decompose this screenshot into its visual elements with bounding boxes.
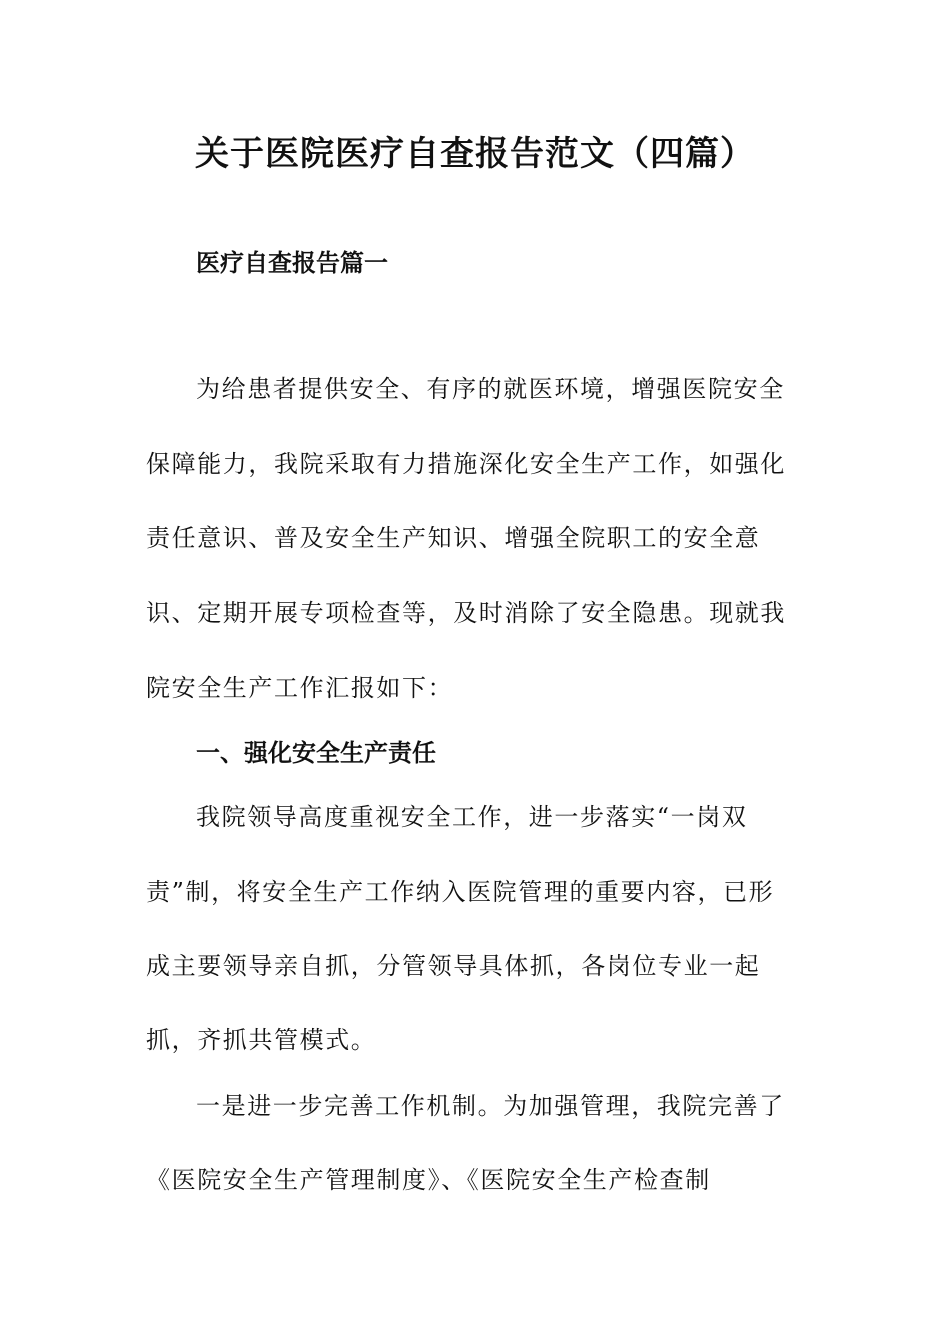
document-title: 关于医院医疗自查报告范文（四篇）	[195, 134, 755, 174]
paragraph-line: 识、定期开展专项检查等，及时消除了安全隐患。现就我	[146, 599, 786, 627]
paragraph-line: 为给患者提供安全、有序的就医环境，增强医院安全	[196, 375, 785, 403]
paragraph-line: 院安全生产工作汇报如下：	[146, 674, 454, 702]
paragraph-line: 责任意识、普及安全生产知识、增强全院职工的安全意	[146, 524, 761, 552]
paragraph-line: 成主要领导亲自抓，分管领导具体抓，各岗位专业一起	[146, 952, 761, 980]
paragraph-line: 保障能力，我院采取有力措施深化安全生产工作，如强化	[146, 450, 786, 478]
paragraph-line: 一是进一步完善工作机制。为加强管理，我院完善了	[196, 1092, 785, 1120]
paragraph-line: 我院领导高度重视安全工作，进一步落实“一岗双	[196, 803, 748, 831]
section-title: 医疗自查报告篇一	[196, 249, 388, 277]
paragraph-line: 责”制，将安全生产工作纳入医院管理的重要内容，已形	[146, 878, 775, 906]
paragraph-line: 《医院安全生产管理制度》、《医院安全生产检查制	[146, 1166, 711, 1194]
paragraph-line: 抓，齐抓共管模式。	[146, 1026, 377, 1054]
heading-1: 一、强化安全生产责任	[196, 739, 436, 767]
